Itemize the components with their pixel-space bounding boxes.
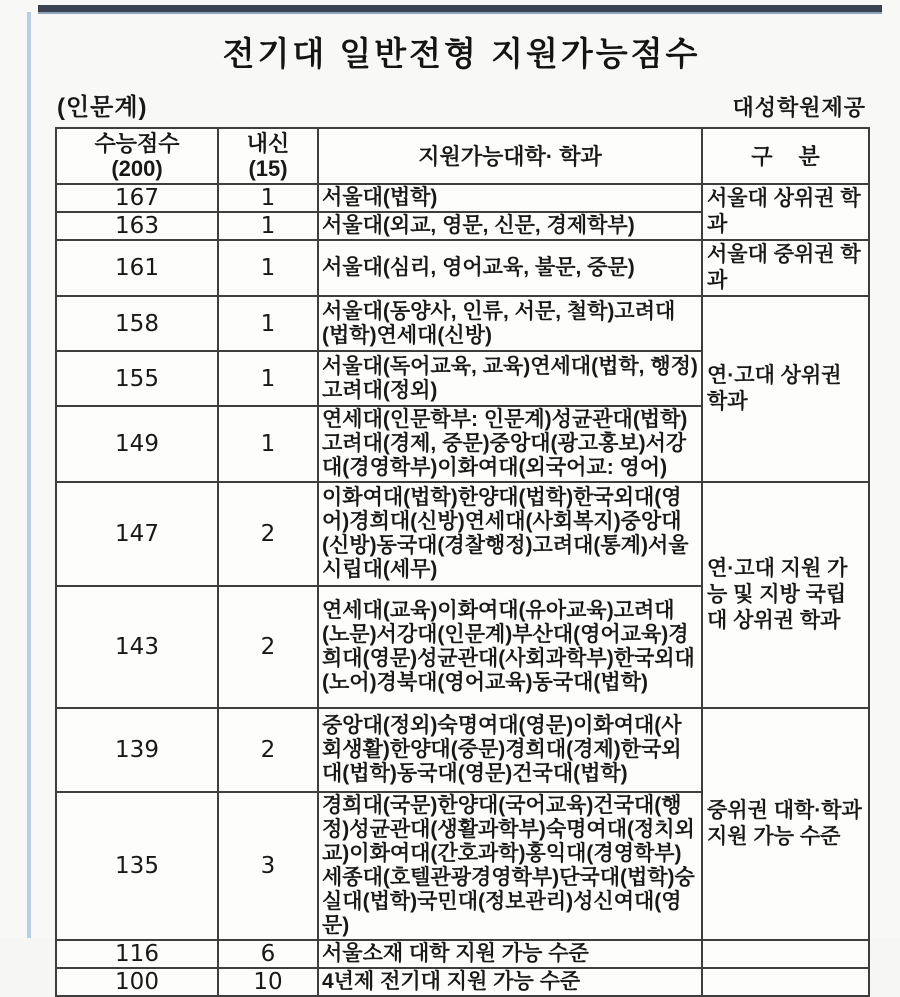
csat-score-header-line2: (200) — [111, 156, 163, 181]
score-cell: 147 — [56, 482, 218, 586]
score-cell: 158 — [56, 296, 218, 351]
csat-score-header — [56, 128, 218, 184]
category-header: 구 분 — [702, 128, 869, 184]
category-cell: 연·고대 상위권 학과 — [702, 296, 869, 482]
table-row — [56, 708, 869, 792]
universities-cell: 이화여대(법학)한양대(법학)한국외대(영어)경희대(신방)연세대(사회복지)중앙대(신방)동국대(경찰행정)고려대(통계)서울시립대(세무) — [318, 482, 702, 586]
naesin-cell: 1 — [218, 406, 318, 482]
category-cell: 연·고대 지원 가능 및 지방 국립대 상위권 학과 — [702, 482, 869, 708]
score-cell: 161 — [56, 240, 218, 296]
universities-cell: 서울대(독어교육, 교육)연세대(법학, 행정)고려대(정외) — [318, 351, 702, 406]
provider-label: 대성학원제공 — [732, 95, 866, 120]
table-row — [56, 240, 869, 296]
naesin-cell: 2 — [218, 482, 318, 586]
table-row — [56, 482, 869, 586]
score-cell: 143 — [56, 586, 218, 708]
naesin-cell: 1 — [218, 184, 318, 212]
track-label: (인문계) — [57, 94, 148, 121]
universities-cell: 서울대(법학) — [318, 184, 702, 212]
document-content — [55, 24, 868, 997]
score-cell: 155 — [56, 351, 218, 406]
score-cell: 135 — [56, 792, 218, 940]
table-row — [56, 184, 869, 212]
category-cell: 중위권 대학·학과 지원 가능 수준 — [702, 708, 869, 940]
table-row — [56, 296, 869, 351]
subtitle-row — [57, 87, 866, 122]
category-cell: 서울대 중위권 학과 — [702, 240, 869, 296]
universities-cell: 연세대(인문학부: 인문계)성균관대(법학)고려대(경제, 중문)중앙대(광고홍보)서강대(경영학부)이화여대(외국어교: 영어) — [318, 406, 702, 482]
page-title: 전기대 일반전형 지원가능점수 — [222, 35, 701, 72]
naesin-cell: 1 — [218, 351, 318, 406]
score-cell: 100 — [56, 968, 218, 996]
score-cell: 163 — [56, 212, 218, 240]
school-record-header — [218, 128, 318, 184]
universities-header: 지원가능대학· 학과 — [318, 128, 702, 184]
universities-cell: 서울대(동양사, 인류, 서문, 철학)고려대(법학)연세대(신방) — [318, 296, 702, 351]
universities-cell: 서울소재 대학 지원 가능 수준 — [318, 940, 702, 968]
csat-score-header-line1: 수능점수 — [94, 131, 180, 156]
category-cell — [702, 940, 869, 968]
naesin-cell: 2 — [218, 586, 318, 708]
universities-cell: 4년제 전기대 지원 가능 수준 — [318, 968, 702, 996]
score-cell: 149 — [56, 406, 218, 482]
score-cell: 139 — [56, 708, 218, 792]
naesin-cell: 1 — [218, 212, 318, 240]
scan-top-bar — [38, 5, 882, 14]
universities-cell: 경희대(국문)한양대(국어교육)건국대(행정)성균관대(생활과학부)숙명여대(정치외교)이화여대(간호과학)홍익대(경영학부)세종대(호텔관광경영학부)단국대(법학)숭실대(법학)국민대(정보관리)성신여대(영문) — [318, 792, 702, 940]
category-cell: 서울대 상위권 학과 — [702, 184, 869, 240]
school-record-header-line1: 내신 — [246, 131, 290, 156]
score-cell: 167 — [56, 184, 218, 212]
table-row — [56, 940, 869, 968]
universities-cell: 중앙대(정외)숙명여대(영문)이화여대(사회생활)한양대(중문)경희대(경제)한국외대(법학)동국대(영문)건국대(법학) — [318, 708, 702, 792]
naesin-cell: 2 — [218, 708, 318, 792]
page-edge-line — [27, 12, 31, 938]
score-table — [55, 127, 870, 997]
header-row — [56, 128, 869, 184]
universities-cell: 서울대(외교, 영문, 신문, 경제학부) — [318, 212, 702, 240]
naesin-cell: 10 — [218, 968, 318, 996]
naesin-cell: 6 — [218, 940, 318, 968]
naesin-cell: 1 — [218, 296, 318, 351]
universities-cell: 서울대(심리, 영어교육, 불문, 중문) — [318, 240, 702, 296]
naesin-cell: 3 — [218, 792, 318, 940]
school-record-header-line2: (15) — [248, 156, 288, 181]
table-row — [56, 968, 869, 996]
naesin-cell: 1 — [218, 240, 318, 296]
category-cell — [702, 968, 869, 996]
universities-cell: 연세대(교육)이화여대(유아교육)고려대(노문)서강대(인문계)부산대(영어교육)경희대(영문)성균관대(사회과학부)한국외대(노어)경북대(영어교육)동국대(법학) — [318, 586, 702, 708]
score-cell: 116 — [56, 940, 218, 968]
